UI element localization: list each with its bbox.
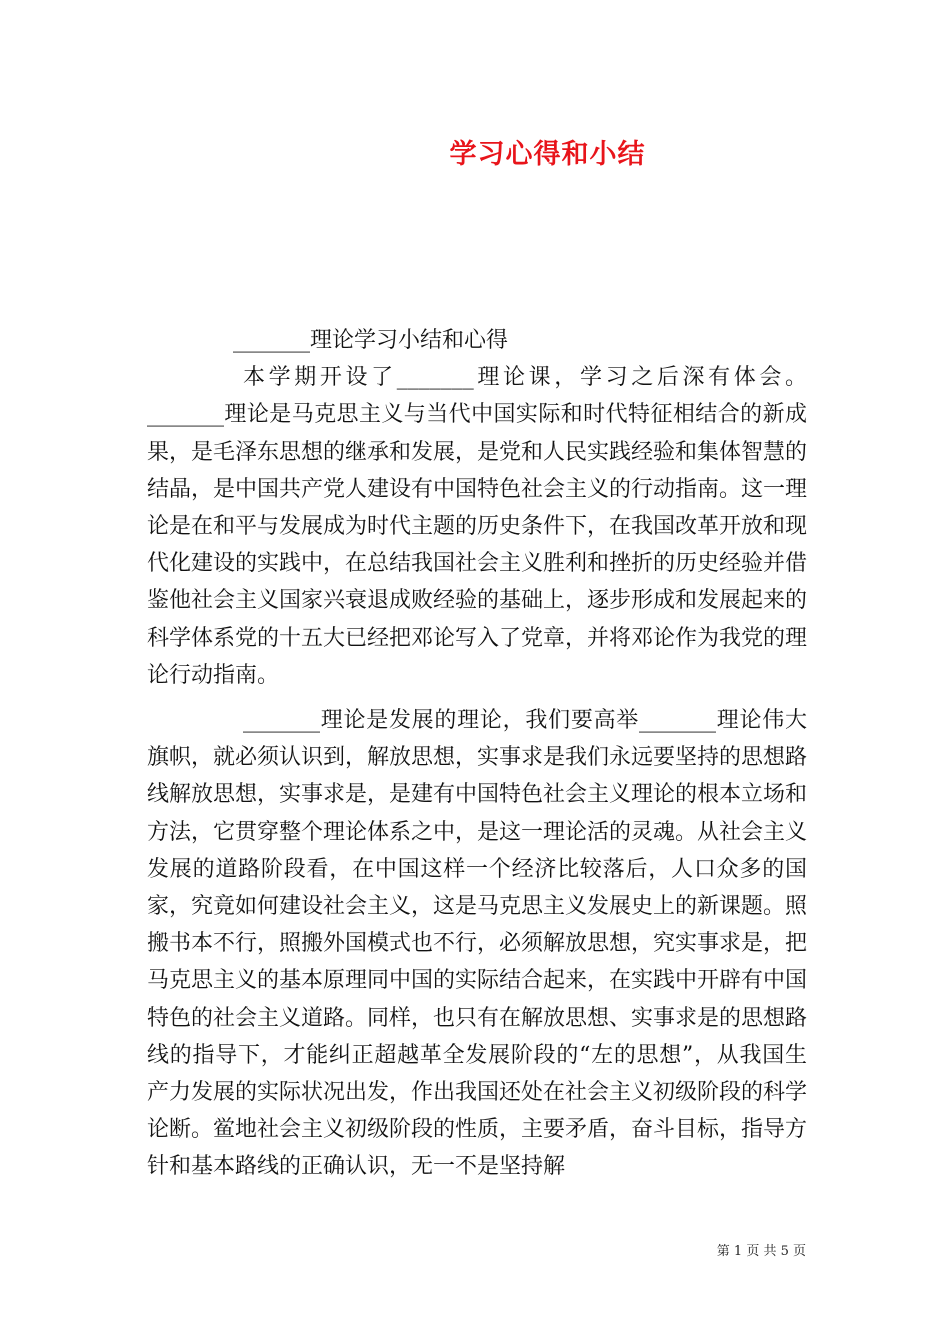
section-subheading: _______理论学习小结和心得 [233,328,509,353]
page-number-footer: 第 1 页 共 5 页 [716,1244,806,1259]
document-body [147,322,807,1186]
paragraph-1: 本学期开设了_______理论课，学习之后深有体会。_______理论是马克思主义与当代中国实际和时代特征相结合的新成果，是毛泽东思想的继承和发展，是党和人民实践经验和集体智慧的结晶，是中国共产党人建设有中国特色社会主义的行动指南。这一理论是在和平与发展成为时代主题的历史条件下，在我国改革开放和现代化建设的实践中，在总结我国社会主义胜利和挫折的历史经验并借鉴他社会主义国家兴衰退成败经验的基础上，逐步形成和发展起来的科学体系党的十五大已经把邓论写入了党章，并将邓论作为我党的理论行动指南。 [147,365,808,688]
paragraph-2: _______理论是发展的理论，我们要高举_______理论伟大旗帜，就必须认识到，解放思想，实事求是我们永远要坚持的思想路线解放思想，实事求是，是建有中国特色社会主义理论的根本立场和方法，它贯穿整个理论体系之中，是这一理论活的灵魂。从社会主义发展的道路阶段看，在中国这样一个经济比较落后，人口众多的国家，究竟如何建设社会主义，这是马克思主义发展史上的新课题。照搬书本不行，照搬外国模式也不行，必须解放思想，究实事求是，把马克思主义的基本原理同中国的实际结合起来，在实践中开辟有中国特色的社会主义道路。同样，也只有在解放思想、实事求是的思想路线的指导下，才能纠正超越革全发展阶段的“左的思想”，从我国生产力发展的实际状况出发，作出我国还处在社会主义初级阶段的科学论断。鲎地社会主义初级阶段的性质，主要矛盾，奋斗目标，指导方针和基本路线的正确认识，无一不是坚持解 [147,708,808,1180]
document-title: 学习心得和小结 [449,139,646,170]
